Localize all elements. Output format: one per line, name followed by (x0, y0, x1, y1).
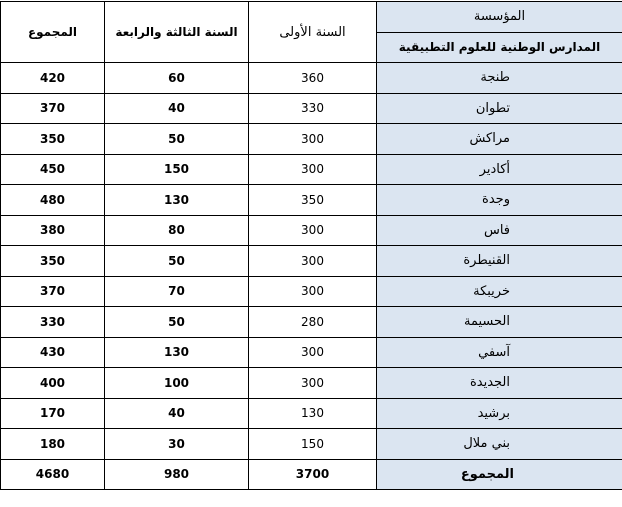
year34-cell: 130 (105, 185, 249, 216)
table-row (1, 154, 622, 185)
city-cell: مراكش (377, 124, 622, 155)
total-header: المجموع (1, 2, 105, 63)
year1-cell: 280 (249, 307, 377, 338)
year34-cell: 130 (105, 337, 249, 368)
table-body (1, 63, 622, 490)
year34-header: السنة الثالثة والرابعة (105, 2, 249, 63)
totals-year1: 3700 (249, 459, 377, 490)
total-cell: 180 (1, 429, 105, 460)
total-cell: 450 (1, 154, 105, 185)
table-row (1, 246, 622, 277)
year1-cell: 300 (249, 246, 377, 277)
city-cell: برشيد (377, 398, 622, 429)
city-cell: فاس (377, 215, 622, 246)
year34-cell: 70 (105, 276, 249, 307)
city-cell: بني ملال (377, 429, 622, 460)
totals-label: المجموع (377, 459, 622, 490)
table-row (1, 93, 622, 124)
year1-cell: 130 (249, 398, 377, 429)
year1-cell: 350 (249, 185, 377, 216)
year34-cell: 80 (105, 215, 249, 246)
year1-cell: 300 (249, 337, 377, 368)
city-cell: تطوان (377, 93, 622, 124)
year34-cell: 100 (105, 368, 249, 399)
year1-header: السنة الأولى (249, 2, 377, 63)
year1-cell: 300 (249, 154, 377, 185)
total-cell: 370 (1, 93, 105, 124)
city-cell: أكادير (377, 154, 622, 185)
city-cell: طنجة (377, 63, 622, 94)
institution-header: المؤسسة (377, 2, 622, 33)
table-row (1, 63, 622, 94)
table-row (1, 124, 622, 155)
total-cell: 350 (1, 124, 105, 155)
table-row (1, 215, 622, 246)
table-row (1, 185, 622, 216)
year34-cell: 150 (105, 154, 249, 185)
year1-cell: 360 (249, 63, 377, 94)
schools-table (0, 1, 622, 490)
totals-row (1, 459, 622, 490)
table-row (1, 276, 622, 307)
year1-cell: 150 (249, 429, 377, 460)
table-row (1, 398, 622, 429)
total-cell: 330 (1, 307, 105, 338)
city-cell: خريبكة (377, 276, 622, 307)
year1-cell: 300 (249, 215, 377, 246)
total-cell: 380 (1, 215, 105, 246)
city-cell: آسفي (377, 337, 622, 368)
city-cell: الحسيمة (377, 307, 622, 338)
total-cell: 480 (1, 185, 105, 216)
header-row-top (1, 2, 622, 33)
table-row (1, 368, 622, 399)
year1-cell: 330 (249, 93, 377, 124)
total-cell: 370 (1, 276, 105, 307)
table-row (1, 337, 622, 368)
year34-cell: 50 (105, 307, 249, 338)
year34-cell: 30 (105, 429, 249, 460)
year34-cell: 50 (105, 124, 249, 155)
city-cell: الجديدة (377, 368, 622, 399)
totals-year34: 980 (105, 459, 249, 490)
city-cell: القنيطرة (377, 246, 622, 277)
year1-cell: 300 (249, 124, 377, 155)
year34-cell: 60 (105, 63, 249, 94)
total-cell: 400 (1, 368, 105, 399)
totals-total: 4680 (1, 459, 105, 490)
total-cell: 350 (1, 246, 105, 277)
total-cell: 430 (1, 337, 105, 368)
year1-cell: 300 (249, 276, 377, 307)
total-cell: 170 (1, 398, 105, 429)
city-cell: وجدة (377, 185, 622, 216)
year34-cell: 40 (105, 93, 249, 124)
table-row (1, 307, 622, 338)
table-container (0, 1, 622, 490)
table-row (1, 429, 622, 460)
institution-group-header: المدارس الوطنية للعلوم التطبيقية (377, 32, 622, 63)
year34-cell: 50 (105, 246, 249, 277)
total-cell: 420 (1, 63, 105, 94)
year34-cell: 40 (105, 398, 249, 429)
year1-cell: 300 (249, 368, 377, 399)
